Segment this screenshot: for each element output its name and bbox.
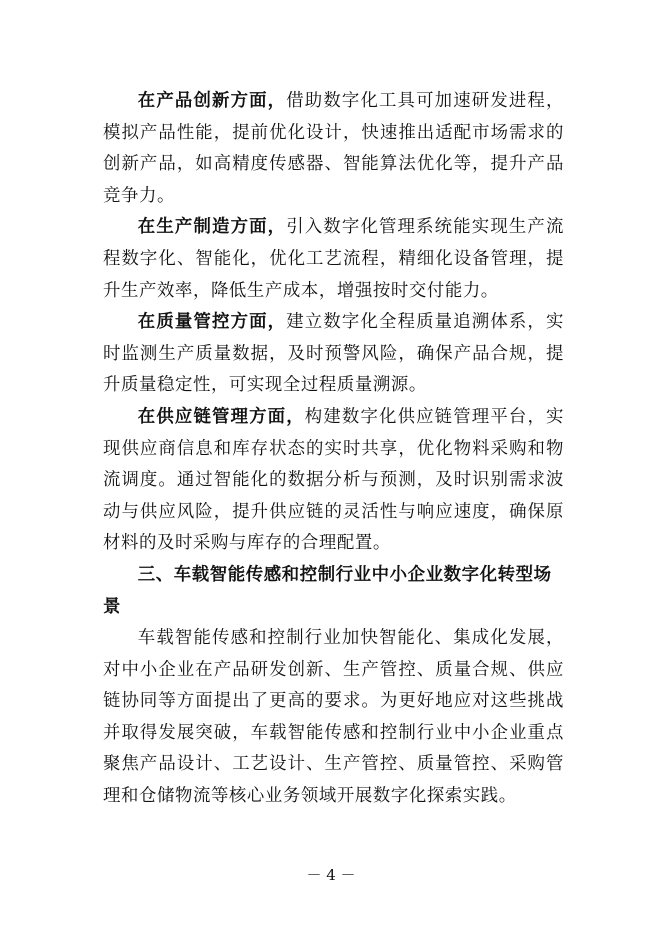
- document-body: [103, 86, 564, 813]
- paragraph-text: 构建数字化供应链管理平台，实现供应商信息和库存状态的实时共享，优化物料采购和物流调度。通过智能化的数据分析与预测，及时识别需求波动与供应风险，提升供应链的灵活性与响应速度，确保原材料的及时采购与库存的合理配置。: [103, 406, 564, 554]
- section-heading: 三、车载智能传感和控制行业中小企业数字化转型场景: [103, 564, 552, 617]
- section-body-paragraph: 车载智能传感和控制行业加快智能化、集成化发展，对中小企业在产品研发创新、生产管控、质量合规、供应链协同等方面提出了更高的要求。为更好地应对这些挑战并取得发展突破，车载智能传感和控制行业中小企业重点聚焦产品设计、工艺设计、生产管控、质量管控、采购管理和仓储物流等核心业务领域开展数字化探索实践。: [103, 628, 564, 807]
- paragraph-product-innovation: [103, 86, 564, 212]
- paragraph-text: 引入数字化管理系统能实现生产流程数字化、智能化，优化工艺流程，精细化设备管理，提升生产效率，降低生产成本，增强按时交付能力。: [103, 217, 564, 301]
- paragraph-lead: 在供应链管理方面，: [137, 406, 305, 427]
- paragraph-lead: 在生产制造方面，: [137, 217, 287, 238]
- paragraph-lead: 在质量管控方面，: [137, 312, 287, 333]
- paragraph-production-manufacturing: [103, 212, 564, 307]
- paragraph-text: 建立数字化全程质量追溯体系，实时监测生产质量数据，及时预警风险，确保产品合规，提升质量稳定性，可实现全过程质量溯源。: [103, 312, 564, 396]
- paragraph-quality-control: [103, 307, 564, 402]
- page-number: － 4 －: [306, 866, 356, 884]
- paragraph-supply-chain: [103, 402, 564, 560]
- paragraph-text: 借助数字化工具可加速研发进程，模拟产品性能，提前优化设计，快速推出适配市场需求的创新产品，如高精度传感器、智能算法优化等，提升产品竞争力。: [103, 91, 564, 206]
- paragraph-lead: 在产品创新方面，: [137, 91, 287, 111]
